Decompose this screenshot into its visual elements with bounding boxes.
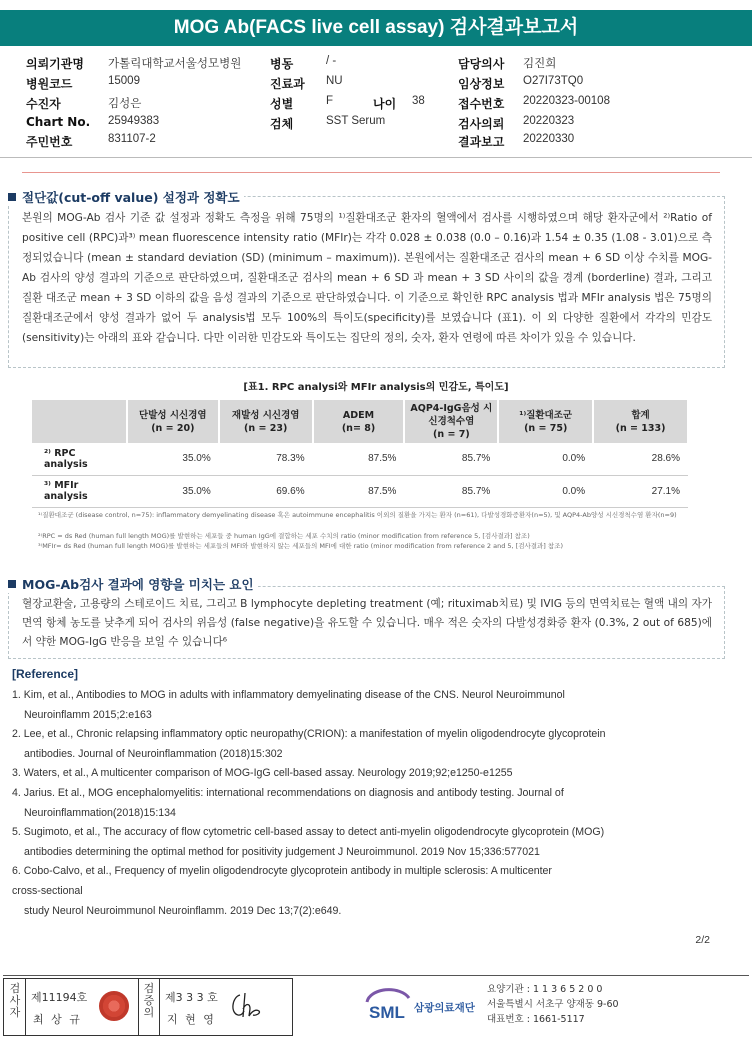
table-cell: 87.5% bbox=[313, 475, 405, 507]
reference-line: 5. Sugimoto, et al., The accuracy of flow cytometric cell-based assay to detect anti-myelin oligodendrocyte glycoprotein (MOG) bbox=[12, 826, 605, 839]
section-factors-heading: MOG-Ab검사 결과에 영향을 미치는 요인 bbox=[22, 577, 254, 592]
page-number: 2/2 bbox=[695, 934, 710, 946]
divider bbox=[0, 157, 752, 158]
value-hospital-code: 15009 bbox=[108, 75, 140, 87]
table-header bbox=[593, 400, 688, 443]
reference-item bbox=[12, 725, 712, 764]
label-age: 나이 bbox=[373, 97, 397, 111]
label-chart-no: Chart No. bbox=[26, 115, 91, 129]
table-cell: 35.0% bbox=[127, 443, 219, 475]
header-line2: (n = 20) bbox=[151, 422, 195, 434]
table-header-blank bbox=[32, 400, 127, 443]
label-doctor: 담당의사 bbox=[458, 57, 505, 71]
table-row bbox=[32, 475, 688, 507]
table-cell: 85.7% bbox=[404, 443, 498, 475]
value-doctor: 김진희 bbox=[523, 58, 557, 70]
reference-item bbox=[12, 823, 712, 862]
table-cell: 0.0% bbox=[498, 475, 593, 507]
header-line2: (n= 8) bbox=[341, 422, 376, 434]
table-row bbox=[32, 443, 688, 475]
divider bbox=[159, 979, 160, 1035]
value-sex: F bbox=[326, 95, 334, 107]
header-line2: (n = 23) bbox=[244, 422, 288, 434]
value-resident-no: 831107-2 bbox=[108, 133, 156, 145]
reference-line: 6. Cobo-Calvo, et al., Frequency of myelin oligodendrocyte glycoprotein antibody in multiple sclerosis: A multicenter bbox=[12, 865, 552, 878]
label-request-date: 검사의뢰 bbox=[458, 117, 505, 131]
address-line: 대표번호 : 1661-5117 bbox=[487, 1014, 585, 1025]
header-line1: ADEM bbox=[342, 409, 375, 421]
tester-label: 검사자 bbox=[9, 982, 21, 1019]
reference-line: cross-sectional bbox=[12, 884, 83, 897]
address-line: 요양기관 : 1 1 3 6 5 2 0 0 bbox=[487, 984, 603, 995]
divider bbox=[138, 979, 139, 1035]
table-caption: [표1. RPC analysi와 MFIr analysis의 민감도, 특이도] bbox=[243, 382, 509, 393]
section-cutoff-body: 본원의 MOG-Ab 검사 기준 값 설정과 정확도 측정을 위해 75명의 ¹⁾질환대조군 환자의 혈액에서 검사를 시행하였으며 해당 환자군에서 ²⁾Ratio of positive cell (RPC)과³⁾ mean fluorescence intensity ratio (MFIr)는 각각 0.028 ± 0.038 (0.0 – 0.16)과 1.54 ± 0.35 (1.08 - 3.01)으로 측정되었습니다 (mean ± standard deviation (SD) (minimum – maximum)). 본원에서는 질환대조군 검사의 mean + 6 SD 이상 수치를 MOG-Ab 검사의 양성 결과의 기준으로 판단하였으며, 질환대조군 검사의 mean + 6 SD 과 mean + 3 SD 사이의 값을 경계 (borderline) 결과, 그리고 질환 대조군 mean + 3 SD 이하의 값을 음성 결과의 기준으로 판단하였습니다. 이 기준으로 확인한 RPC analysis 법과 MFIr analysis 법은 75명의 질환대조군에서 양성 결과가 없어 두 analysis법 모두 100%의 특이도(specificity)를 보였습니다 (표1). 이 외 다양한 질환에서 각각의 민감도(sensitivity)는 아래의 표와 같습니다. 다만 이러한 민감도와 특이도는 집단의 정의, 숫자, 환자 연령에 따른 차이가 있을 수 있습니다. bbox=[22, 212, 712, 344]
header-line2: (n = 133) bbox=[615, 422, 666, 434]
divider-red bbox=[22, 172, 720, 173]
value-clinical-info: O27I73TQ0 bbox=[523, 75, 584, 87]
label-receipt-no: 접수번호 bbox=[458, 97, 505, 111]
value-chart-no: 25949383 bbox=[108, 115, 160, 127]
label-department: 진료과 bbox=[270, 77, 305, 91]
patient-info bbox=[20, 55, 732, 155]
value-request-date: 20220323 bbox=[523, 115, 575, 127]
value-ward: / - bbox=[326, 55, 337, 67]
company-name: 삼광의료재단 bbox=[414, 1002, 475, 1014]
bullet-square-icon bbox=[8, 580, 16, 588]
label-resident-no: 주민번호 bbox=[26, 135, 73, 149]
table-cell: 27.1% bbox=[593, 475, 688, 507]
table-header-row bbox=[32, 400, 688, 443]
table-footnote-3: ³⁾MFIr= ds Red (human full length MOG)를 발현하는 세포들의 MFI와 발현하지 않는 세포들의 MFI에 대한 ratio (minor modification from reference 2 and 5, [검사결과] 참조) bbox=[38, 542, 564, 550]
reference-item bbox=[12, 784, 712, 823]
value-specimen: SST Serum bbox=[326, 115, 386, 127]
reference-line: 4. Jarius. Et al., MOG encephalomyelitis: international recommendations on diagnosis and antibody testing. Journal of bbox=[12, 786, 564, 799]
reference-item bbox=[12, 862, 712, 921]
reference-item bbox=[12, 686, 712, 725]
reference-list bbox=[12, 686, 712, 921]
sml-logo-text: SML bbox=[369, 1003, 405, 1022]
reference-line: 1. Kim, et al., Antibodies to MOG in adults with inflammatory demyelinating disease of the CNS. Neurol Neuroimmunol bbox=[12, 689, 565, 701]
table-header bbox=[404, 400, 498, 443]
label-institution: 의뢰기관명 bbox=[26, 57, 84, 71]
reference-line: antibodies. Journal of Neuroinflammation (2018)15:302 bbox=[24, 747, 283, 760]
label-ward: 병동 bbox=[270, 57, 294, 71]
reviewer-id: 제3 3 3 호 bbox=[165, 991, 218, 1004]
header-line1: AQP4-IgG음성 시신경척수염 bbox=[410, 403, 493, 427]
row-label: ²⁾ RPC analysis bbox=[32, 443, 127, 475]
tester-id: 제11194호 bbox=[31, 991, 88, 1004]
value-institution: 가톨릭대학교서울성모병원 bbox=[108, 58, 242, 70]
reference-line: 2. Lee, et al., Chronic relapsing inflammatory optic neuropathy(CRION): a manifestation of myelin oligodendrocyte glycoprotein bbox=[12, 728, 606, 741]
header-line1: 단발성 시신경염 bbox=[139, 409, 207, 421]
reference-line: Neuroinflamm 2015;2:e163 bbox=[24, 708, 152, 721]
header-line2: (n = 7) bbox=[433, 429, 470, 440]
table-cell: 35.0% bbox=[127, 475, 219, 507]
header-line1: 합계 bbox=[631, 409, 650, 421]
table-header bbox=[313, 400, 405, 443]
bullet-square-icon bbox=[8, 193, 16, 201]
reviewer-label: 검증의 bbox=[143, 982, 155, 1019]
table-cell: 28.6% bbox=[593, 443, 688, 475]
sml-logo-icon bbox=[365, 988, 413, 1024]
value-receipt-no: 20220323-00108 bbox=[523, 95, 610, 107]
table-header bbox=[219, 400, 313, 443]
label-report-date: 결과보고 bbox=[458, 135, 505, 149]
reference-line: study Neurol Neuroimmunol Neuroinflamm. 2019 Dec 13;7(2):e649. bbox=[24, 904, 342, 917]
signature-icon bbox=[226, 989, 266, 1023]
signature-box bbox=[3, 978, 293, 1036]
reference-item bbox=[12, 764, 712, 784]
company-address bbox=[487, 982, 619, 1027]
reference-line: 3. Waters, et al., A multicenter comparison of MOG-IgG cell-based assay. Neurology 2019;92;e1250-e1255 bbox=[12, 767, 513, 780]
header-line1: 재발성 시신경염 bbox=[231, 409, 300, 421]
label-clinical-info: 임상정보 bbox=[458, 77, 505, 91]
section-factors-body: 혈장교환술, 고용량의 스테로이드 치료, 그리고 B lymphocyte depleting treatment (예; rituximab치료) 및 IVIG 등의 면역치료는 혈액 내의 자가면역 항체 농도를 낮추게 되어 검사의 위음성 (false negative)을 유도할 수 있습니다. 매우 적은 숫자의 다발성경화증 환자 (0.3%, 2 out of 685)에서 약한 MOG-IgG 반응을 보일 수 있습니다⁶ bbox=[22, 598, 712, 648]
table-cell: 87.5% bbox=[313, 443, 405, 475]
tester-name: 최 상 규 bbox=[33, 1013, 82, 1026]
report-title: MOG Ab(FACS live cell assay) 검사결과보고서 bbox=[0, 10, 752, 46]
reference-heading: [Reference] bbox=[12, 667, 79, 681]
section-cutoff-heading: 절단값(cut-off value) 설정과 정확도 bbox=[22, 190, 240, 205]
value-department: NU bbox=[326, 75, 343, 87]
address-line: 서울특별시 서초구 양재동 9-60 bbox=[487, 999, 619, 1010]
reviewer-name: 지 현 영 bbox=[167, 1013, 216, 1026]
row-label: ³⁾ MFIr analysis bbox=[32, 475, 127, 507]
table-cell: 85.7% bbox=[404, 475, 498, 507]
value-patient: 김성은 bbox=[108, 98, 142, 110]
seal-stamp-icon bbox=[99, 991, 129, 1021]
section-cutoff-title bbox=[8, 188, 244, 206]
header-line2: (n = 75) bbox=[524, 422, 568, 434]
reference-line: antibodies determining the optimal method for positivity judgement J Neuroimmunol. 2019 Nov 15;336:577021 bbox=[24, 845, 540, 858]
section-factors-title bbox=[8, 575, 258, 593]
label-sex: 성별 bbox=[270, 97, 294, 111]
label-patient: 수진자 bbox=[26, 97, 61, 111]
value-report-date: 20220330 bbox=[523, 133, 575, 145]
sml-logo bbox=[365, 988, 413, 1028]
label-hospital-code: 병원코드 bbox=[26, 77, 73, 91]
value-age: 38 bbox=[412, 95, 425, 107]
footer bbox=[3, 975, 749, 1037]
table-header bbox=[498, 400, 593, 443]
table-footnote-1: ¹⁾질환대조군 (disease control, n=75): inflammatory demyelinating disease 혹은 autoimmune encephalitis 이외의 질환을 가지는 환자 (n=61), 다발성경화증환자(n=5), 및 AQP4-Ab양성 시신경척수염 환자(n=9) bbox=[38, 511, 677, 519]
label-specimen: 검체 bbox=[270, 117, 294, 131]
divider bbox=[25, 979, 26, 1035]
table-cell: 0.0% bbox=[498, 443, 593, 475]
header-line1: ¹⁾질환대조군 bbox=[519, 409, 573, 421]
reference-line: Neuroinflammation(2018)15:134 bbox=[24, 806, 176, 819]
table-footnote-2: ²⁾RPC = ds Red (human full length MOG)를 발현하는 세포들 중 human IgG에 결합하는 세포 수치의 ratio (minor modification from reference 5, [검사결과] 참조) bbox=[38, 532, 530, 540]
table-cell: 78.3% bbox=[219, 443, 313, 475]
table-header bbox=[127, 400, 219, 443]
sensitivity-table bbox=[32, 400, 689, 508]
table-cell: 69.6% bbox=[219, 475, 313, 507]
